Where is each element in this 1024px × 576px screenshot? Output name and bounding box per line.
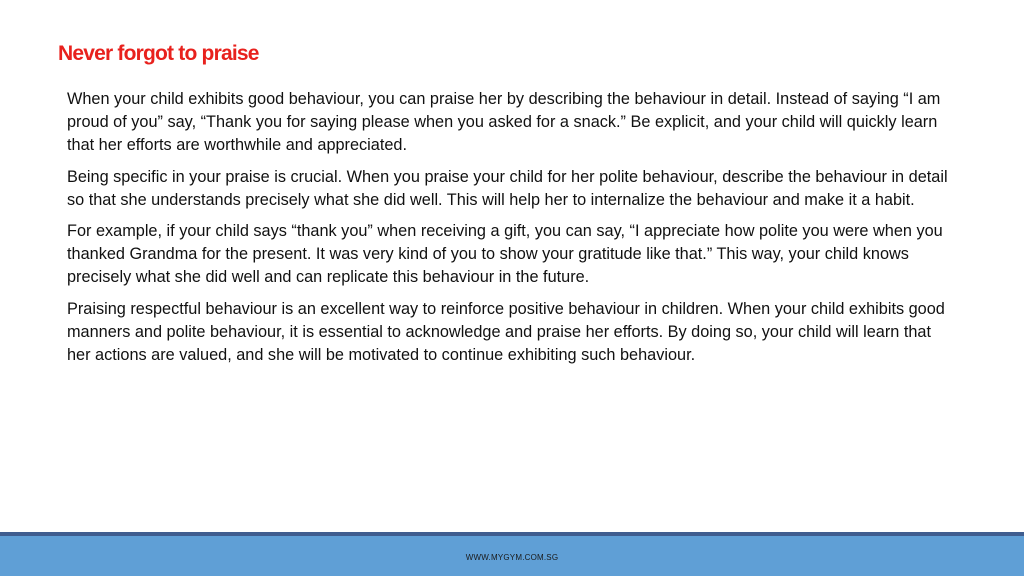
slide-body [67, 88, 957, 375]
paragraph-4: Praising respectful behaviour is an excellent way to reinforce positive behaviour in children. When your child exhibits good manners and polite behaviour, it is essential to acknowledge and praise her efforts. By doing so, your child will learn that her actions are valued, and she will be motivated to continue exhibiting such behaviour. [67, 299, 945, 365]
paragraph-2: Being specific in your praise is crucial. When you praise your child for her polite behaviour, describe the behaviour in detail so that she understands precisely what she did well. This will help her to internalize the behaviour and make it a habit. [67, 167, 948, 209]
slide-title: Never forgot to praise [58, 42, 259, 65]
footer-url: WWW.MYGYM.COM.SG [465, 553, 559, 562]
paragraph-3: For example, if your child says “thank you” when receiving a gift, you can say, “I appreciate how polite you were when you thanked Grandma for the present. It was very kind of you to show your gratitude like that.” This way, your child knows precisely what she did well and can replicate this behaviour in the future. [67, 222, 943, 287]
paragraph-1: When your child exhibits good behaviour, you can praise her by describing the behaviour in detail. Instead of saying “I am proud of you” say, “Thank you for saying please when you asked for a snack.” Be explicit, and your child will quickly learn that her efforts are worthwhile and appreciated. [67, 90, 941, 155]
